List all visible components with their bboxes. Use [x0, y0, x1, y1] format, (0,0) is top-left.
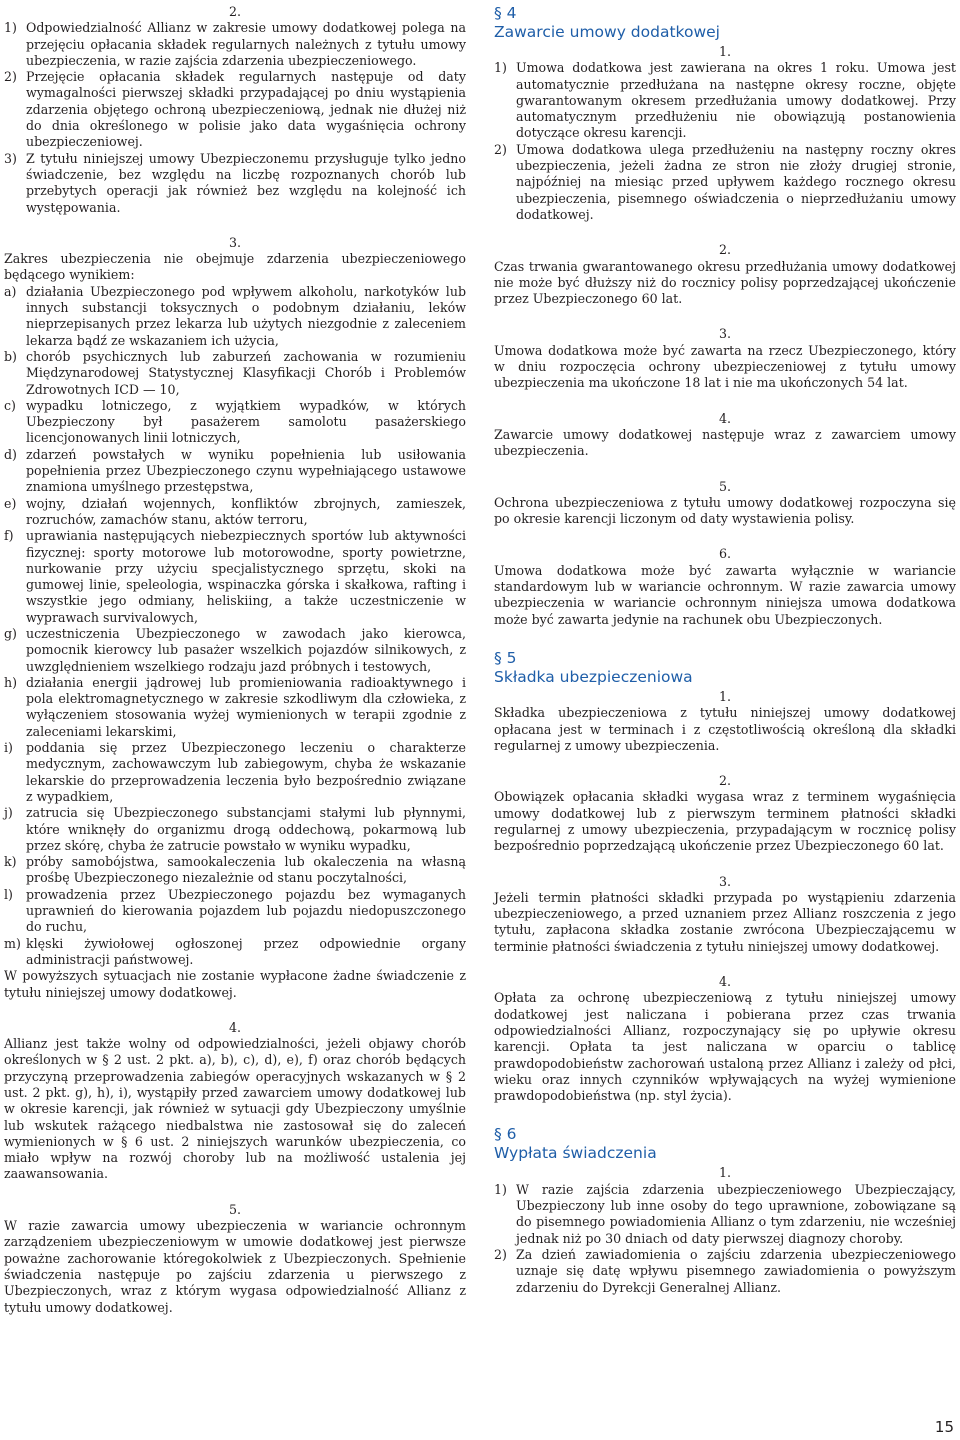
paragraph-text: Umowa dodatkowa może być zawarta na rzecz Ubezpieczonego, który w dniu rozpoczęcia ochrony ubezpieczeniowej z tytułu umowy ubezpieczenia ma ukończone 18 lat i nie ma ukończonych 54 lat. — [494, 342, 956, 391]
section-number: § 5 — [494, 648, 517, 667]
list-item-text: prowadzenia przez Ubezpieczonego pojazdu bez wymaganych uprawnień do kierowania pojazdem lub pojazdu niedopuszczonego do ruchu, — [26, 886, 466, 935]
list-item — [4, 528, 466, 626]
list-item-text: chorób psychicznych lub zaburzeń zachowania w rozumieniu Międzynarodowej Statystycznej Klasyfikacji Chorób i Problemów Zdrowotnych ICD — 10, — [26, 348, 466, 397]
list-item — [494, 60, 956, 141]
list-item-text: Umowa dodatkowa ulega przedłużeniu na następny roczny okres ubezpieczenia, jeżeli żadna ze stron nie złoży drugiej stronie, najpóźniej na miesiąc przed upływem każdego rocznego okresu ubezpieczenia, pisemnego oświadczenia o nieprzedłużaniu umowy dodatkowej. — [516, 141, 956, 222]
left-column — [4, 4, 466, 1316]
list-item-text: Za dzień zawiadomienia o zajściu zdarzenia ubezpieczeniowego uznaje się datę wpływu pisemnego zawiadomienia o powyższym zdarzeniu do Dyrekcji Generalnej Allianz. — [516, 1246, 956, 1295]
section-title: Składka ubezpieczeniowa — [494, 667, 693, 686]
list-item — [494, 1182, 956, 1247]
list-item-text: zatrucia się Ubezpieczonego substancjami stałymi lub płynnymi, które wniknęły do organizmu drogą oddechową, pokarmową lub przez skórę, chyba że zatrucie powstało w wyniku wypadku, — [26, 805, 466, 853]
list-marker: 1) — [4, 20, 17, 36]
list-item-text: Odpowiedzialność Allianz w zakresie umowy dodatkowej polega na przejęciu opłacania składek regularnych należnych z tytułu umowy ubezpieczenia, w razie zajścia zdarzenia ubezpieczeniowego. — [26, 20, 466, 68]
list-item — [4, 284, 466, 349]
list-item — [494, 1247, 956, 1296]
section-6 — [494, 1125, 956, 1163]
section-number: § 4 — [494, 4, 517, 22]
list-marker: g) — [4, 625, 17, 641]
list-item-text: uprawiania następujących niebezpiecznych sportów lub aktywności fizycznej: sporty motorowe lub motorowodne, sporty powietrzne, nurkowanie przy użyciu specjalistycznego sprzętu, skoki na gumowej linie, speleologia, wspinaczka górska i skałkowa, rafting i wszystkie jego odmiany, heliskiing, a także uczestniczenie w wyprawach survivalowych, — [26, 528, 466, 625]
list-item — [4, 496, 466, 529]
paragraph-text: Składka ubezpieczeniowa z tytułu niniejszej umowy dodatkowej opłacana jest w terminach i z częstotliwością określoną dla składki regularnej z umowy ubezpieczenia. — [494, 705, 956, 753]
list-marker: i) — [4, 740, 13, 756]
paragraph-number: 2. — [718, 242, 732, 258]
list-item-text: wojny, działań wojennych, konfliktów zbrojnych, zamieszek, rozruchów, zamachów stanu, aktów terroru, — [26, 495, 466, 527]
list-item-text: W razie zajścia zdarzenia ubezpieczeniowego Ubezpieczający, Ubezpieczony lub inne osoby do tego uprawnione, zobowiązane są do pisemnego powiadomienia Allianz o tym zdarzeniu, nie wcześniej jednak niż po 30 dniach od daty pierwszej diagnozy choroby. — [516, 1181, 956, 1246]
list-marker: m) — [4, 935, 21, 951]
list-marker: 3) — [4, 150, 17, 166]
list-item — [4, 69, 466, 150]
list-item-text: próby samobójstwa, samookaleczenia lub okaleczenia na własną prośbę Ubezpieczonego niezależnie od stanu poczytalności, — [26, 854, 466, 886]
list-item — [4, 887, 466, 936]
paragraph-number: 5. — [718, 478, 732, 494]
list-item-text: działania energii jądrowej lub promieniowania radioaktywnego i pola elektromagnetycznego w zakresie szkodliwym dla człowieka, z wyłączeniem stosowania wyżej wymienionych w terapii zgodnie z zaleceniami lekarskimi, — [26, 674, 466, 739]
list-marker: j) — [4, 805, 13, 821]
paragraph-number: 5. — [228, 1201, 242, 1217]
paragraph-number: 2. — [228, 4, 242, 19]
paragraph-number: 1. — [718, 1165, 732, 1181]
paragraph-number: 2. — [718, 773, 732, 789]
paragraph-text: Umowa dodatkowa może być zawarta wyłącznie w wariancie standardowym lub w wariancie ochronnym. W razie zawarcia umowy ubezpieczenia w wariancie ochronnym niniejsza umowa dodatkowa może być zawarta jedynie na rachunek obu Ubezpieczonych. — [494, 562, 956, 627]
section-number: § 6 — [494, 1125, 517, 1144]
list-item-text: wypadku lotniczego, z wyjątkiem wypadków, w których Ubezpieczony był pasażerem samolotu pasażerskiego licencjonowanych linii lotniczych, — [26, 397, 466, 446]
list-marker: c) — [4, 397, 16, 413]
list-item — [4, 626, 466, 675]
list-item — [4, 447, 466, 496]
list-item-text: klęski żywiołowej ogłoszonej przez odpowiednie organy administracji państwowej. — [26, 935, 466, 967]
list-item — [4, 20, 466, 69]
paragraph-text: Obowiązek opłacania składki wygasa wraz z terminem wygaśnięcia umowy dodatkowej lub z pierwszym terminem płatności składki regularnej z umowy ubezpieczenia, przypadającym w rocznicę polisy bezpośrednio poprzedzającą ukończenie przez Ubezpieczonego 60 lat. — [494, 789, 956, 854]
paragraph-number: 4. — [228, 1019, 242, 1035]
list-item-text: Umowa dodatkowa jest zawierana na okres 1 roku. Umowa jest automatycznie przedłużana na następne okresy roczne, objęte gwarantowanym okresem przedłużania umowy dodatkowej. Przy automatycznym przedłużeniu nie obowiązują postanowienia dotyczące okresu karencji. — [516, 60, 956, 141]
list-marker: 2) — [4, 69, 17, 85]
paragraph-number: 3. — [718, 873, 732, 889]
list-item — [4, 675, 466, 740]
list-marker: 2) — [494, 1246, 507, 1262]
exclusions-outro: W powyższych sytuacjach nie zostanie wypłacone żadne świadczenie z tytułu niniejszej umowy dodatkowej. — [4, 968, 466, 1000]
paragraph-number: 1. — [718, 688, 732, 704]
list-item — [4, 936, 466, 969]
list-marker: 1) — [494, 1181, 507, 1197]
paragraph-number: 4. — [718, 974, 732, 990]
paragraph-text: Jeżeli termin płatności składki przypada po wystąpieniu zdarzenia ubezpieczeniowego, a przed uznaniem przez Allianz roszczenia z jego tytułu, zapłacona składka zostanie zwrócona Ubezpieczającemu w terminie płatności świadczenia z tytułu niniejszej umowy dodatkowej. — [494, 889, 956, 954]
list-marker: 1) — [494, 60, 507, 76]
list-marker: b) — [4, 348, 17, 364]
list-item-text: działania Ubezpieczonego pod wpływem alkoholu, narkotyków lub innych substancji toksycznych o podobnym działaniu, leków nieprzepisanych przez lekarza lub użytych niezgodnie z zaleceniem lekarza bądź ze wskazaniem ich użycia, — [26, 283, 466, 348]
list-item — [4, 349, 466, 398]
paragraph-number: 3. — [718, 326, 732, 342]
list-item-text: Przejęcie opłacania składek regularnych następuje od daty wymagalności pierwszej składki przypadającej po dniu wystąpienia zdarzenia objętego ochroną ubezpieczeniową, jednak nie dłużej niż do dnia określonego w polisie jako data wygaśnięcia ochrony ubezpieczeniowej. — [26, 69, 466, 150]
list-item — [494, 142, 956, 223]
right-column — [494, 4, 956, 1296]
list-item — [4, 398, 466, 447]
list-marker: d) — [4, 446, 17, 462]
paragraph-number: 4. — [718, 410, 732, 426]
paragraph-text: Zawarcie umowy dodatkowej następuje wraz z zawarciem umowy ubezpieczenia. — [494, 426, 956, 459]
list-marker: f) — [4, 528, 14, 544]
paragraph-text: W razie zawarcia umowy ubezpieczenia w wariancie ochronnym zarządzeniem ubezpieczeniowym w umowie dodatkowej jest pierwsze poważne zachorowanie któregokolwiek z Ubezpieczonych. Spełnienie świadczenia następuje po zajściu zdarzenia u pierwszego z Ubezpieczonych, wraz z którym wygasa odpowiedzialność Allianz z tytułu umowy dodatkowej. — [4, 1218, 466, 1315]
paragraph-number: 3. — [228, 234, 242, 250]
list-marker: 2) — [494, 141, 507, 157]
list-marker: h) — [4, 674, 18, 690]
list-item — [4, 805, 466, 854]
list-item-text: zdarzeń powstałych w wyniku popełnienia lub usiłowania popełnienia przez Ubezpieczonego czynu wypełniającego ustawowe znamiona umyślnego przestępstwa, — [26, 446, 466, 495]
list-marker: e) — [4, 495, 17, 511]
list-item-text: uczestniczenia Ubezpieczonego w zawodach jako kierowca, pomocnik kierowcy lub pasażer wszelkich pojazdów silnikowych, z uwzględnieniem wszelkiego rodzaju jazd próbnych i testowych, — [26, 625, 466, 674]
list-marker: k) — [4, 854, 17, 870]
list-item-text: Z tytułu niniejszej umowy Ubezpieczonemu przysługuje tylko jedno świadczenie, bez względu na liczbę rozpoznanych chorób lub przebytych operacji jak również bez względu na kolejność ich występowania. — [26, 150, 466, 215]
section-title: Wypłata świadczenia — [494, 1144, 657, 1163]
list-item-text: poddania się przez Ubezpieczonego leczeniu o charakterze medycznym, zachowawczym lub zabiegowym, chyba że wskazanie lekarskie do przeprowadzenia leczenia było bezpośrednio związane z wypadkiem, — [26, 740, 466, 804]
list-item — [4, 151, 466, 216]
paragraph-number: 1. — [718, 44, 732, 59]
section-title: Zawarcie umowy dodatkowej — [494, 23, 720, 41]
list-marker: l) — [4, 886, 13, 902]
list-item — [4, 854, 466, 887]
paragraph-text: Ochrona ubezpieczeniowa z tytułu umowy dodatkowej rozpoczyna się po okresie karencji liczonym od daty wystawienia polisy. — [494, 494, 956, 527]
paragraph-number: 6. — [718, 546, 732, 562]
section-5 — [494, 649, 956, 687]
page-number: 15 — [934, 1418, 954, 1436]
list-item — [4, 740, 466, 805]
section-4 — [494, 4, 956, 42]
paragraph-text: Opłata za ochronę ubezpieczeniową z tytułu niniejszej umowy dodatkowej jest naliczana i pobierana przez czas trwania odpowiedzialności Allianz, rozpoczynający się po upływie okresu karencji. Opłata ta jest naliczana w oparciu o tablicę prawdopodobieństw zachorowań ustaloną przez Allianz i zależy od płci, wieku oraz innych czynników wpływających na wyżej wymienione prawdopodobieństwa (np. styl życia). — [494, 990, 956, 1104]
list-marker: a) — [4, 283, 17, 299]
exclusions-intro: Zakres ubezpieczenia nie obejmuje zdarzenia ubezpieczeniowego będącego wynikiem: — [4, 251, 466, 283]
paragraph-text: Allianz jest także wolny od odpowiedzialności, jeżeli objawy chorób określonych w § 2 ust. 2 pkt. a), b), c), d), e), f) oraz chorób będących przyczyną przeprowadzenia zabiegów operacyjnych wskazanych w § 2 ust. 2 pkt. g), h), i), wystąpiły przed zawarciem umowy dodatkowej lub w okresie karencji, jak również w sytuacji gdy Ubezpieczony umyślnie lub wskutek rażącego niedbalstwa nie zastosował się do zaleceń wymienionych w § 6 ust. 2 niniejszych warunków ubezpieczenia, co miało wpływ na rozwój choroby lub na możliwość ustalenia jej zaawansowania. — [4, 1036, 466, 1182]
paragraph-text: Czas trwania gwarantowanego okresu przedłużania umowy dodatkowej nie może być dłuższy niż do rocznicy polisy poprzedzającej ukończenie przez Ubezpieczonego 60 lat. — [494, 258, 956, 307]
